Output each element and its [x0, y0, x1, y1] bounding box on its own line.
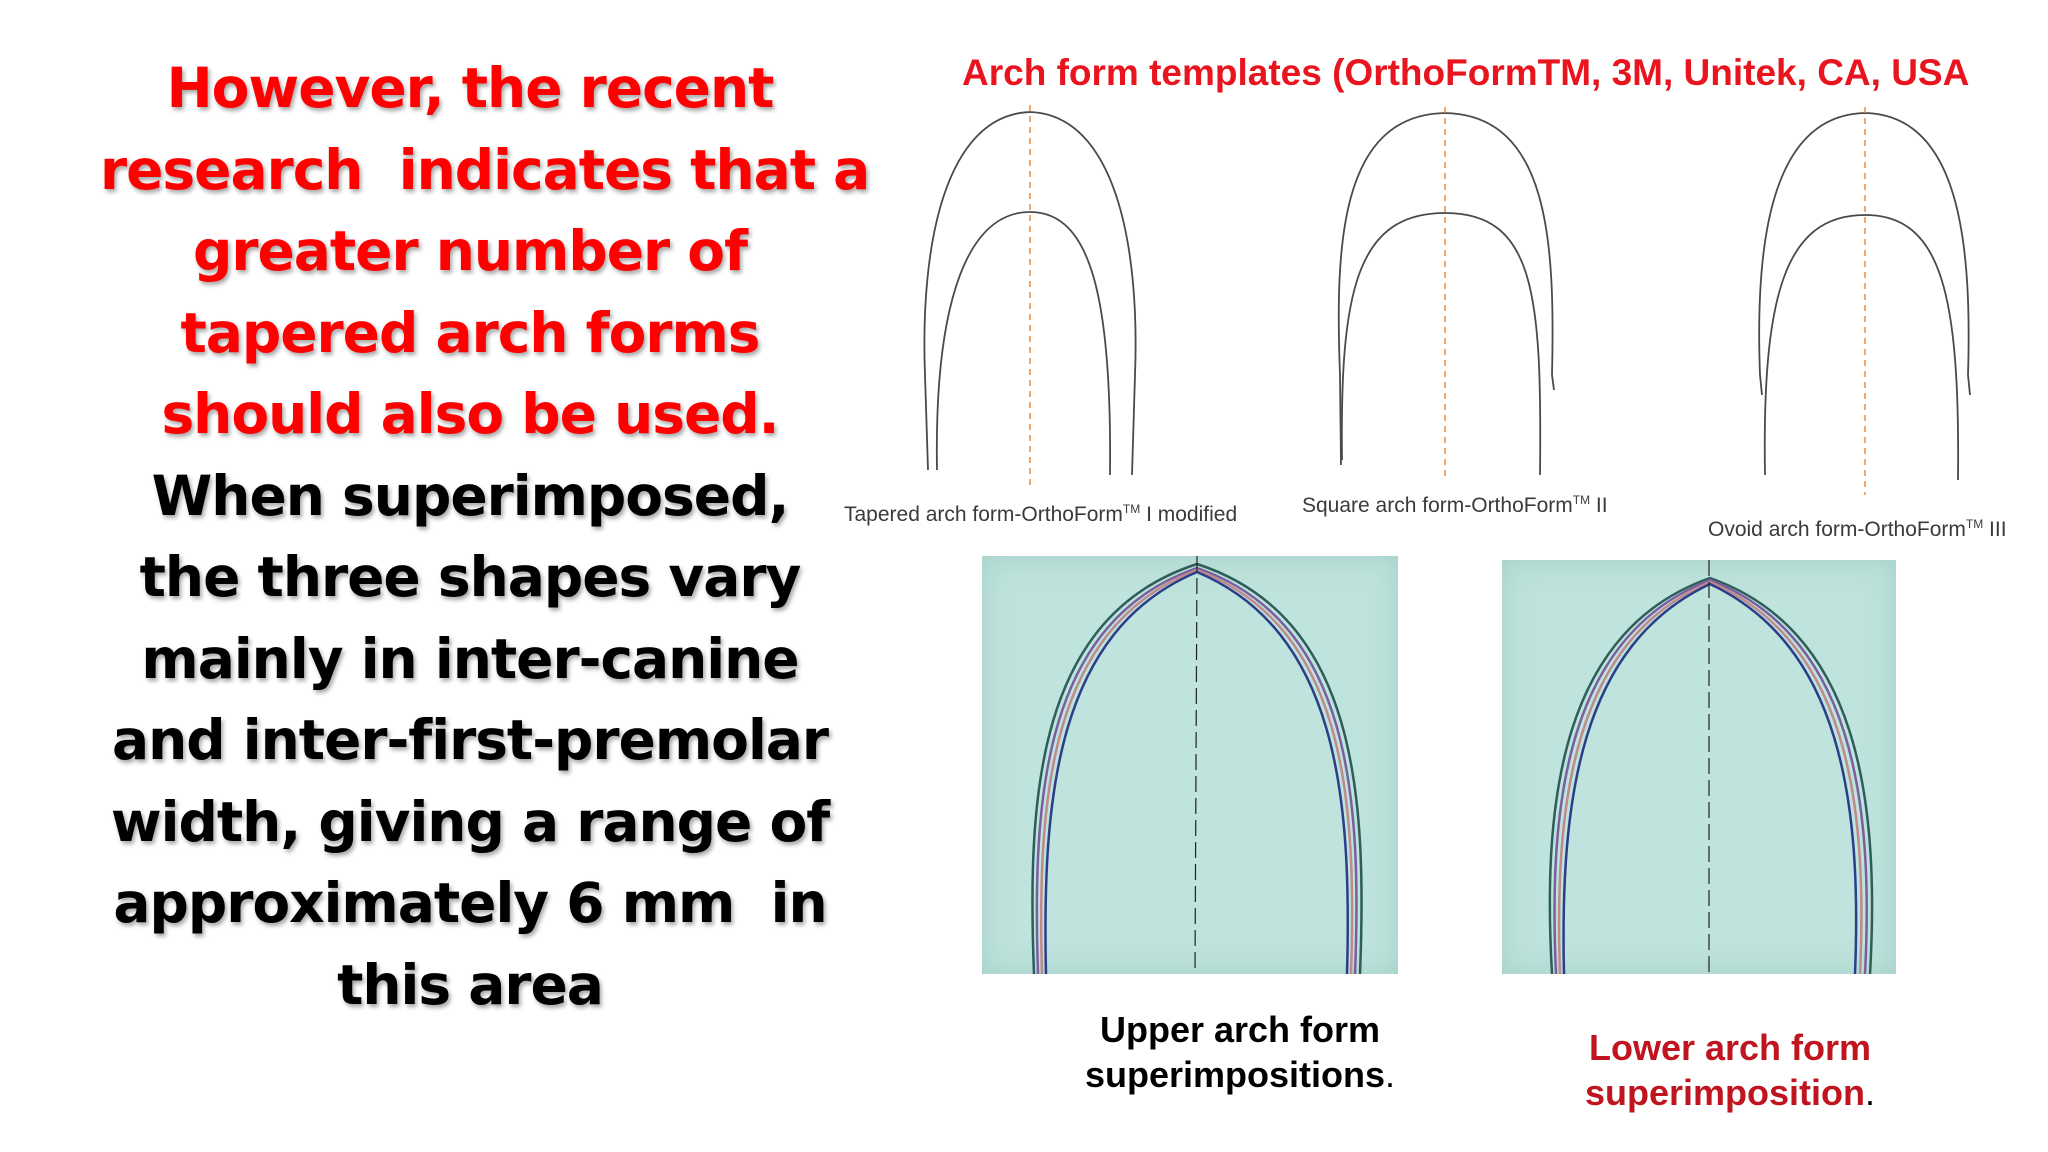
black-text-line-6: approximately 6 mm in	[113, 871, 827, 935]
upper-caption-line-2	[1060, 1052, 1420, 1097]
main-text-block	[100, 48, 870, 1026]
black-text-line-4: and inter-first-premolar	[111, 708, 829, 772]
square-caption-label: Square arch form-OrthoForm	[1302, 494, 1573, 517]
red-text-line-1: However, the recent	[166, 56, 774, 120]
arch-templates-drawing	[830, 95, 2040, 505]
lower-arch-superimposition-image	[1502, 560, 1896, 974]
black-text-line-2: the three shapes vary	[139, 545, 801, 609]
upper-arch-superimposition-image	[982, 556, 1398, 974]
black-text-line-1: When superimposed,	[151, 463, 789, 528]
lower-caption-dot: .	[1865, 1072, 1876, 1113]
ovoid-arch-template	[1759, 107, 1970, 495]
ovoid-caption-suffix: III	[1983, 518, 2007, 541]
red-text-line-3: greater number of	[192, 219, 748, 283]
ovoid-caption-label: Ovoid arch form-OrthoForm	[1708, 518, 1966, 541]
red-text-line-2: research indicates that a	[100, 137, 870, 202]
red-text-line-4: tapered arch forms	[180, 300, 760, 365]
tapered-caption-tm: TM	[1122, 502, 1141, 516]
upper-caption-line-1: Upper arch form	[1099, 1009, 1381, 1050]
lower-caption-line-2-text: superimposition	[1584, 1072, 1865, 1113]
square-caption	[1302, 493, 1608, 518]
upper-caption-line-2-text: superimpositions	[1084, 1054, 1386, 1095]
upper-arch-caption	[1060, 1007, 1420, 1097]
ovoid-caption-tm: TM	[1965, 517, 1984, 531]
ovoid-caption	[1708, 517, 2007, 542]
black-text-line-3: mainly in inter-canine	[141, 626, 799, 691]
square-caption-suffix: II	[1590, 494, 1608, 517]
square-arch-template	[1339, 107, 1554, 480]
lower-arch-curves	[1502, 560, 1896, 974]
lower-caption-line-2	[1550, 1070, 1910, 1115]
red-text-line-5: should also be used.	[161, 382, 779, 446]
black-text-line-5: width, giving a range of	[110, 789, 830, 854]
lower-caption-line-1: Lower arch form	[1588, 1027, 1872, 1068]
tapered-caption-suffix: I modified	[1140, 503, 1238, 526]
upper-caption-dot: .	[1385, 1054, 1396, 1095]
templates-title: Arch form templates (OrthoFormTM, 3M, Unitek, CA, USA	[962, 52, 1970, 93]
tapered-arch-template	[924, 105, 1135, 485]
lower-arch-caption	[1550, 1025, 1910, 1115]
tapered-caption	[844, 502, 1237, 527]
upper-arch-curves	[982, 556, 1398, 974]
square-caption-tm: TM	[1572, 493, 1591, 507]
tapered-caption-label: Tapered arch form-OrthoForm	[844, 503, 1123, 526]
black-text-line-7: this area	[337, 952, 603, 1017]
